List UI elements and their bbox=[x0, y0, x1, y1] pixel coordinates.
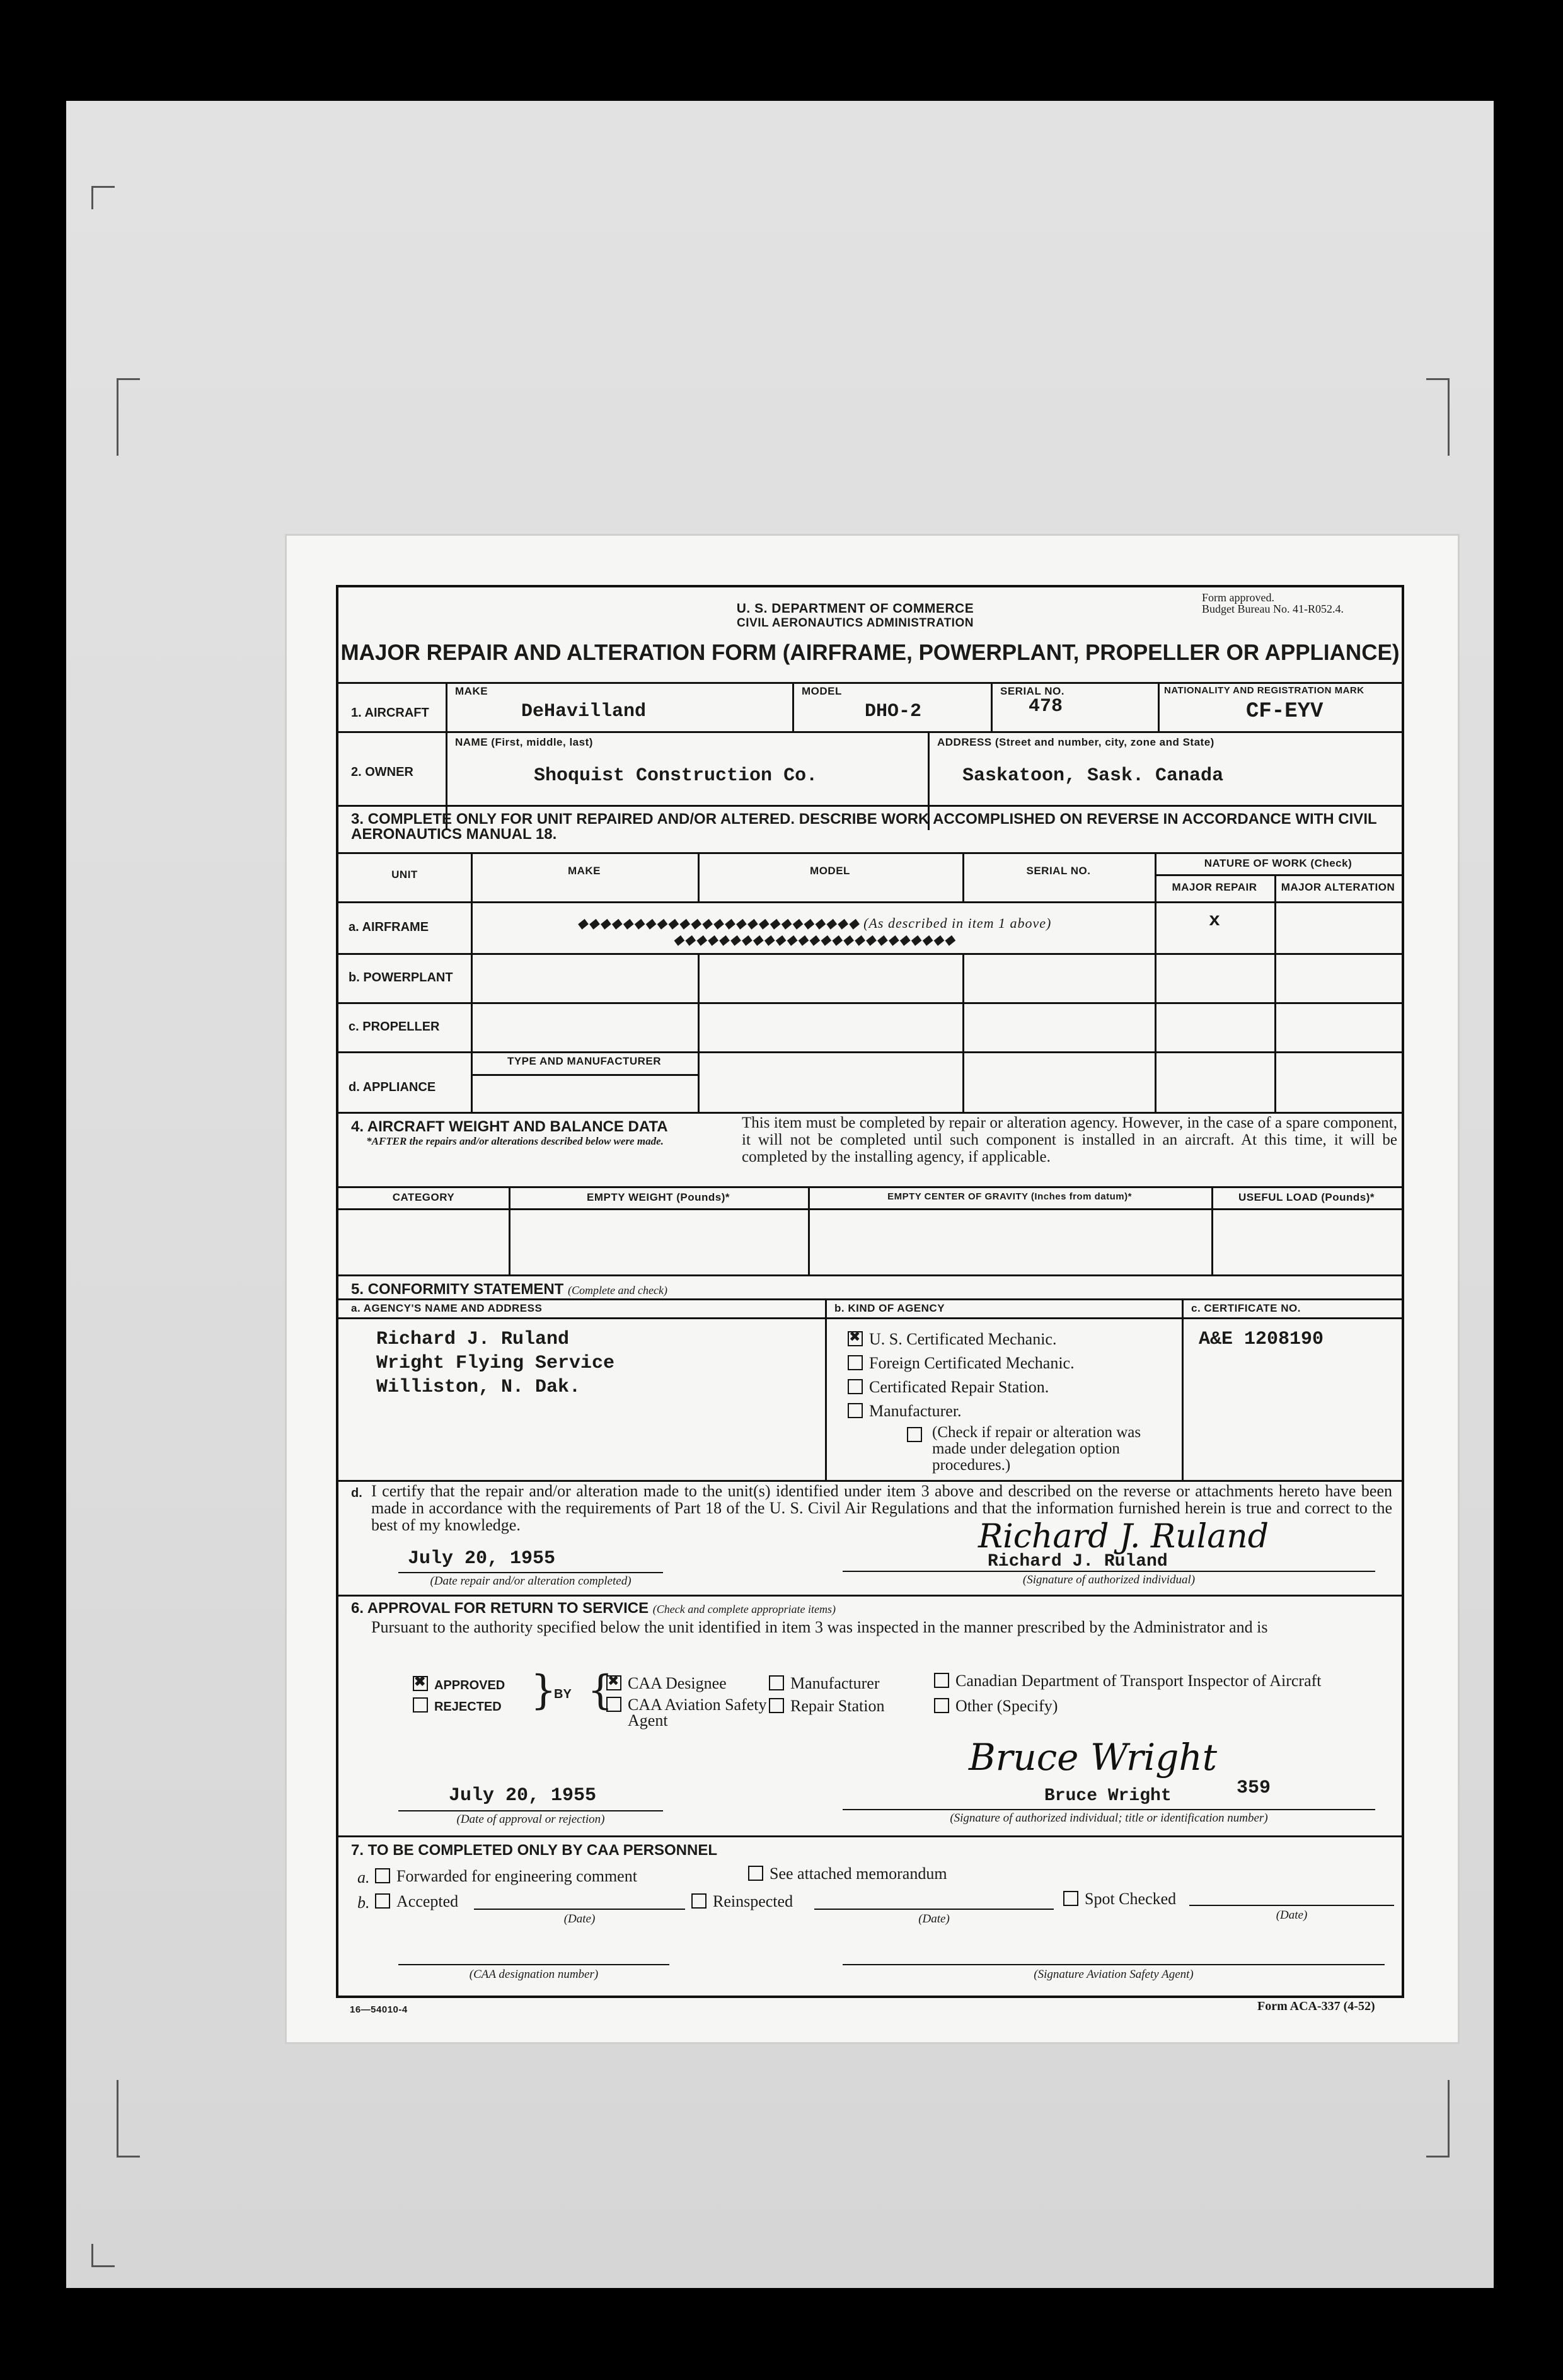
caa-designee-checkbox[interactable] bbox=[606, 1675, 621, 1690]
item7a-label: a. bbox=[357, 1868, 370, 1886]
airframe-description bbox=[477, 915, 1151, 948]
accepted-date-caption: (Date) bbox=[563, 1912, 596, 1926]
unit-header: UNIT bbox=[391, 869, 418, 881]
form-title: MAJOR REPAIR AND ALTERATION FORM (AIRFRAME, POWERPLANT, PROPELLER OR APPLIANCE) bbox=[340, 640, 1400, 665]
agent-signature-caption: (Signature Aviation Safety Agent) bbox=[1034, 1968, 1194, 1981]
accepted-checkbox[interactable] bbox=[375, 1893, 390, 1909]
accepted-option bbox=[375, 1892, 458, 1911]
mechanic-signature: Richard J. Ruland bbox=[978, 1518, 1269, 1556]
other-checkbox[interactable] bbox=[934, 1698, 949, 1713]
delegation-checkbox-wrap bbox=[907, 1427, 928, 1443]
reinspected-option bbox=[691, 1892, 793, 1911]
spot-checked-date-caption: (Date) bbox=[1276, 1909, 1308, 1922]
approval-date: July 20, 1955 bbox=[449, 1785, 597, 1806]
brace-icon: } bbox=[531, 1667, 557, 1714]
crop-mark bbox=[1426, 2080, 1450, 2158]
approved-text: APPROVED bbox=[434, 1678, 505, 1692]
model-header: MODEL bbox=[810, 865, 850, 877]
major-repair-header: MAJOR REPAIR bbox=[1172, 881, 1257, 893]
certificate-number: A&E 1208190 bbox=[1199, 1329, 1324, 1350]
mechanic-signature-caption: (Signature of authorized individual) bbox=[1022, 1573, 1196, 1586]
repair-date: July 20, 1955 bbox=[408, 1548, 556, 1569]
foreign-mechanic-text: Foreign Certificated Mechanic. bbox=[869, 1354, 1075, 1372]
aircraft-serial: 478 bbox=[1029, 696, 1063, 717]
nature-of-work-label: NATURE OF WORK (Check) bbox=[1204, 857, 1352, 869]
item5-note: (Complete and check) bbox=[568, 1284, 667, 1297]
caa-designee-option bbox=[606, 1674, 727, 1693]
agency-line-2: Wright Flying Service bbox=[376, 1353, 615, 1374]
canadian-dot-checkbox[interactable] bbox=[934, 1673, 949, 1688]
repair-date-caption: (Date repair and/or alteration completed) bbox=[430, 1574, 632, 1588]
reinspected-checkbox[interactable] bbox=[691, 1893, 707, 1909]
empty-weight-header: EMPTY WEIGHT (Pounds)* bbox=[587, 1191, 730, 1203]
brace-icon: { bbox=[587, 1667, 613, 1714]
agency-label: a. AGENCY'S NAME AND ADDRESS bbox=[351, 1302, 543, 1314]
us-mechanic-checkbox[interactable] bbox=[848, 1331, 863, 1346]
item5-title: 5. CONFORMITY STATEMENT bbox=[351, 1281, 564, 1298]
inspector-signature: Bruce Wright bbox=[969, 1736, 1218, 1779]
inspector-signature-caption: (Signature of authorized individual; title or identification number) bbox=[950, 1811, 1268, 1825]
rejected-text: REJECTED bbox=[434, 1700, 502, 1714]
row-propeller: c. PROPELLER bbox=[349, 1020, 440, 1034]
leader-dots: ◆◆◆◆◆◆◆◆◆◆◆◆◆◆◆◆◆◆◆◆◆◆◆◆◆ bbox=[673, 932, 955, 947]
other-option bbox=[934, 1697, 1058, 1716]
reinspected-date-caption: (Date) bbox=[918, 1912, 950, 1926]
memo-checkbox[interactable] bbox=[748, 1866, 763, 1881]
item4-subnote: *AFTER the repairs and/or alterations described below were made. bbox=[366, 1135, 664, 1147]
rejected-checkbox[interactable] bbox=[413, 1697, 428, 1713]
row-powerplant: b. POWERPLANT bbox=[349, 971, 453, 985]
empty-cg-header: EMPTY CENTER OF GRAVITY (Inches from datum)* bbox=[887, 1191, 1132, 1202]
memo-option bbox=[748, 1864, 947, 1883]
crop-mark bbox=[1426, 378, 1450, 456]
item6-title: 6. APPROVAL FOR RETURN TO SERVICE bbox=[351, 1600, 649, 1617]
approved-checkbox[interactable] bbox=[413, 1676, 428, 1691]
nationality-label: NATIONALITY AND REGISTRATION MARK bbox=[1164, 685, 1364, 696]
owner-name: Shoquist Construction Co. bbox=[534, 765, 818, 787]
crop-mark bbox=[117, 2080, 140, 2158]
caa-agent-checkbox[interactable] bbox=[606, 1697, 621, 1712]
airframe-major-repair-mark: x bbox=[1208, 910, 1220, 932]
make-header: MAKE bbox=[567, 865, 601, 877]
mfr-approval-text: Manufacturer bbox=[790, 1674, 880, 1692]
item6-text: Pursuant to the authority specified below the unit identified in item 3 was inspected in the manner prescribed by the Administrator and is bbox=[371, 1618, 1268, 1636]
forwarded-checkbox[interactable] bbox=[375, 1868, 390, 1883]
delegation-checkbox[interactable] bbox=[907, 1427, 922, 1442]
inspector-number: 359 bbox=[1237, 1777, 1271, 1799]
owner-address: Saskatoon, Sask. Canada bbox=[962, 765, 1224, 787]
model-label: MODEL bbox=[802, 685, 842, 697]
useful-load-header: USEFUL LOAD (Pounds)* bbox=[1238, 1191, 1375, 1203]
form-aca-337 bbox=[287, 536, 1458, 2042]
canadian-dot-option bbox=[934, 1672, 1322, 1690]
mfr-approval-checkbox[interactable] bbox=[769, 1675, 784, 1690]
certificate-label: c. CERTIFICATE NO. bbox=[1191, 1302, 1301, 1314]
admin-name: CIVIL AERONAUTICS ADMINISTRATION bbox=[737, 616, 974, 630]
inspector-typed-name: Bruce Wright bbox=[1044, 1786, 1172, 1806]
form-number: Form ACA-337 (4-52) bbox=[1257, 1999, 1375, 2013]
canadian-dot-text: Canadian Department of Transport Inspector of Aircraft bbox=[955, 1672, 1322, 1690]
category-header: CATEGORY bbox=[392, 1191, 455, 1203]
kind-us-mechanic bbox=[848, 1330, 1056, 1349]
item6-heading bbox=[351, 1600, 836, 1617]
item6-note: (Check and complete appropriate items) bbox=[652, 1603, 836, 1615]
repair-station-option bbox=[769, 1697, 884, 1716]
spot-checked-option bbox=[1063, 1890, 1176, 1909]
item3-heading: 3. COMPLETE ONLY FOR UNIT REPAIRED AND/OR ALTERED. DESCRIBE WORK ACCOMPLISHED ON REVERSE IN ACCORDANCE WITH CIVIL AERONAUTICS MANUAL 18. bbox=[351, 811, 1377, 843]
item5d-label: d. bbox=[351, 1486, 362, 1500]
kind-repair-station bbox=[848, 1378, 1049, 1397]
aircraft-make: DeHavilland bbox=[521, 701, 647, 722]
item2-label: 2. OWNER bbox=[351, 765, 413, 779]
airframe-desc-text: (As described in item 1 above) bbox=[863, 915, 1052, 931]
forwarded-option bbox=[375, 1867, 637, 1886]
major-alteration-header: MAJOR ALTERATION bbox=[1281, 881, 1395, 893]
manufacturer-checkbox[interactable] bbox=[848, 1403, 863, 1418]
kind-foreign-mechanic bbox=[848, 1354, 1075, 1373]
manufacturer-option bbox=[769, 1674, 879, 1693]
owner-name-label: NAME (First, middle, last) bbox=[455, 736, 593, 748]
spot-checked-text: Spot Checked bbox=[1085, 1890, 1177, 1908]
us-mechanic-text: U. S. Certificated Mechanic. bbox=[869, 1330, 1057, 1348]
station-approval-text: Repair Station bbox=[790, 1697, 885, 1715]
crop-mark bbox=[117, 378, 140, 456]
memo-text: See attached memorandum bbox=[770, 1864, 947, 1883]
forwarded-text: Forwarded for engineering comment bbox=[396, 1867, 637, 1885]
foreign-mechanic-checkbox[interactable] bbox=[848, 1355, 863, 1370]
item5-heading bbox=[351, 1281, 667, 1298]
mechanic-typed-name: Richard J. Ruland bbox=[988, 1552, 1168, 1571]
registration-mark: CF-EYV bbox=[1246, 700, 1324, 724]
type-manufacturer-label: TYPE AND MANUFACTURER bbox=[507, 1055, 662, 1067]
crop-mark bbox=[91, 2244, 115, 2267]
spot-checked-checkbox[interactable] bbox=[1063, 1891, 1078, 1906]
item7-heading: 7. TO BE COMPLETED ONLY BY CAA PERSONNEL bbox=[351, 1842, 717, 1859]
approved-option bbox=[413, 1676, 505, 1693]
crop-mark bbox=[91, 186, 115, 209]
aircraft-model: DHO-2 bbox=[865, 701, 922, 722]
leader-dots: ◆◆◆◆◆◆◆◆◆◆◆◆◆◆◆◆◆◆◆◆◆◆◆◆◆ bbox=[577, 915, 864, 931]
kind-of-agency-label: b. KIND OF AGENCY bbox=[834, 1302, 945, 1314]
reinspected-text: Reinspected bbox=[713, 1892, 793, 1910]
agency-line-3: Williston, N. Dak. bbox=[376, 1377, 581, 1398]
dept-name: U. S. DEPARTMENT OF COMMERCE bbox=[736, 601, 974, 616]
caa-designation-caption: (CAA designation number) bbox=[469, 1968, 599, 1981]
kind-manufacturer bbox=[848, 1402, 962, 1421]
by-label: BY bbox=[554, 1687, 572, 1701]
caa-designee-text: CAA Designee bbox=[628, 1674, 727, 1692]
approval-date-caption: (Date of approval or rejection) bbox=[456, 1813, 605, 1826]
caa-agent-text: CAA Aviation Safety Agent bbox=[628, 1695, 767, 1730]
repair-station-checkbox[interactable] bbox=[848, 1379, 863, 1394]
print-code: 16—54010-4 bbox=[350, 2004, 408, 2015]
manufacturer-text: Manufacturer. bbox=[869, 1402, 962, 1420]
item7b-label: b. bbox=[357, 1893, 370, 1912]
form-border bbox=[336, 585, 1404, 1998]
row-airframe: a. AIRFRAME bbox=[349, 920, 429, 934]
other-text: Other (Specify) bbox=[955, 1697, 1058, 1715]
agency-line-1: Richard J. Ruland bbox=[376, 1329, 570, 1350]
station-approval-checkbox[interactable] bbox=[769, 1698, 784, 1713]
delegation-note: (Check if repair or alteration was made under delegation option procedures.) bbox=[932, 1424, 1141, 1474]
caa-agent-option bbox=[606, 1697, 779, 1728]
certification-text: I certify that the repair and/or alteration made to the unit(s) identified under item 3 above and described on the reverse or attachments hereto have been made in accordance with the requirements of Part 18 of the U. S. Civil Air Regulations and that the information furnished herein is true and correct to the best of my knowledge. bbox=[371, 1482, 1392, 1534]
rejected-option bbox=[413, 1697, 502, 1714]
item1-label: 1. AIRCRAFT bbox=[351, 706, 429, 720]
owner-address-label: ADDRESS (Street and number, city, zone and State) bbox=[937, 736, 1214, 748]
accepted-text: Accepted bbox=[396, 1892, 459, 1910]
form-approval: Form approved. bbox=[1202, 591, 1274, 604]
row-appliance: d. APPLIANCE bbox=[349, 1080, 436, 1094]
serial-header: SERIAL NO. bbox=[1026, 865, 1091, 877]
make-label: MAKE bbox=[455, 685, 488, 697]
budget-number: Budget Bureau No. 41-R052.4. bbox=[1202, 603, 1344, 615]
repair-station-text: Certificated Repair Station. bbox=[869, 1378, 1049, 1396]
serial-label: SERIAL NO. bbox=[1000, 685, 1064, 697]
item4-heading: 4. AIRCRAFT WEIGHT AND BALANCE DATA bbox=[351, 1118, 668, 1135]
item4-note: This item must be completed by repair or alteration agency. However, in the case of a spare component, it will not be completed until such component is installed in an aircraft. At this time, it will be completed by the installing agency, if applicable. bbox=[742, 1114, 1397, 1165]
